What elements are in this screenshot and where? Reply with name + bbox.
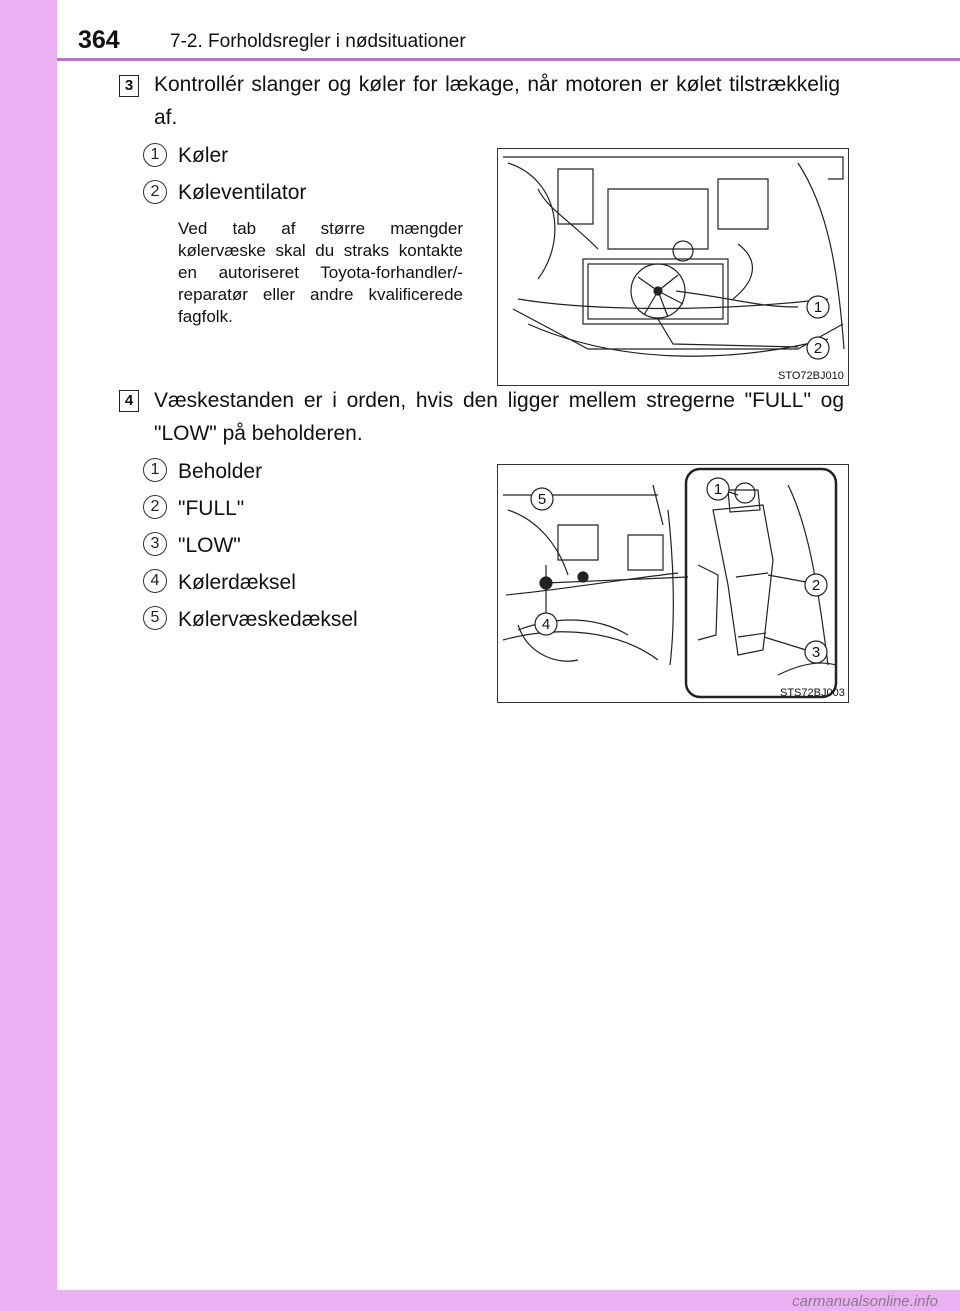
- reservoir-callout-1: 1: [713, 481, 723, 498]
- reservoir-callout-4: 4: [541, 616, 551, 633]
- step-4-item-4-label: Kølerdæksel: [178, 571, 296, 594]
- reservoir-callout-2: 2: [811, 577, 821, 594]
- radiator-callout-1: 1: [813, 299, 823, 316]
- step-4-item-3-label: "LOW": [178, 534, 241, 557]
- reservoir-callout-5: 5: [537, 491, 547, 508]
- radiator-figure: [497, 148, 849, 386]
- step-4-item-5-number: 5: [143, 606, 167, 630]
- step-4-item-4-number: 4: [143, 569, 167, 593]
- page-number: 364: [78, 26, 120, 54]
- step-4-item-2-number: 2: [143, 495, 167, 519]
- radiator-figure-code: STO72BJ010: [778, 370, 844, 382]
- coolant-reservoir-figure: [497, 464, 849, 703]
- step-3-item-1-label: Køler: [178, 144, 229, 167]
- step-4-text: Væskestanden er i orden, hvis den ligger mellem stregerne "FULL" og "LOW" på beholderen.: [154, 389, 844, 445]
- step-4-item-2-label: "FULL": [178, 497, 245, 520]
- step-3-item-1-number: 1: [143, 143, 167, 167]
- step-4-item-5-label: Kølervæskedæksel: [178, 608, 358, 631]
- step-4-badge: 4: [119, 390, 139, 412]
- step-3-note: Ved tab af større mængder kølervæske skal du straks kontakte en autoriseret Toyota-forhandler/-reparatør eller andre kvalificerede fagfolk.: [178, 219, 463, 326]
- reservoir-callout-3: 3: [811, 644, 821, 661]
- header-divider: [57, 58, 960, 61]
- step-4-item-1-number: 1: [143, 458, 167, 482]
- page-side-band: [0, 0, 57, 1311]
- step-3-text: Kontrollér slanger og køler for lækage, når motoren er kølet tilstrækkelig af.: [154, 73, 840, 129]
- step-3-item-2-number: 2: [143, 180, 167, 204]
- coolant-reservoir-illustration: [498, 465, 848, 702]
- step-3-item-2-label: Køleventilator: [178, 181, 307, 204]
- step-3-badge: 3: [119, 75, 139, 97]
- site-watermark: carmanualsonline.info: [792, 1293, 938, 1310]
- step-4-item-3-number: 3: [143, 532, 167, 556]
- step-4-item-1-label: Beholder: [178, 460, 263, 483]
- radiator-callout-2: 2: [813, 340, 823, 357]
- radiator-illustration: [498, 149, 848, 385]
- section-title: 7-2. Forholdsregler i nødsituationer: [170, 31, 466, 52]
- reservoir-figure-code: STS72BJ003: [780, 687, 845, 699]
